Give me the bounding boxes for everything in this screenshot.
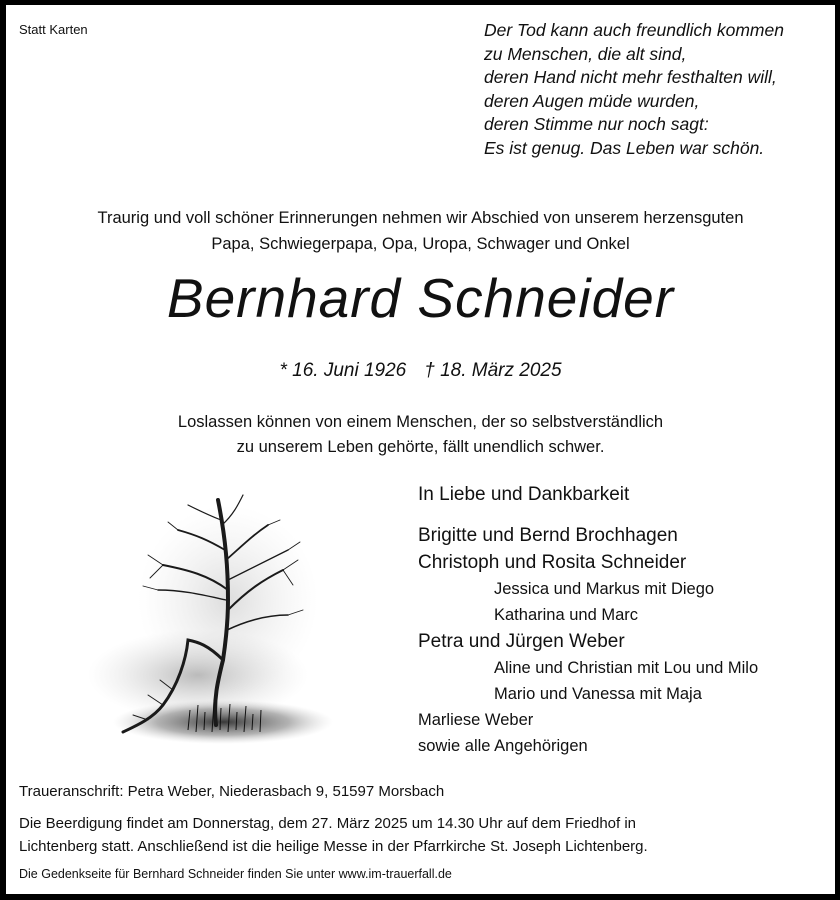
poem-line: deren Augen müde wurden, — [484, 90, 700, 111]
poem-line: deren Hand nicht mehr festhalten will, — [484, 67, 777, 87]
signer-grandchild: Jessica und Markus mit Diego — [494, 580, 715, 598]
funeral-details — [19, 812, 648, 858]
poem — [484, 19, 784, 160]
signers-list — [418, 482, 758, 759]
poem-line: deren Stimme nur noch sagt: — [484, 114, 709, 134]
poem-line: zu Menschen, die alt sind, — [484, 43, 687, 64]
intro-line: Traurig und voll schöner Erinnerungen nehmen wir Abschied von unserem herzensguten — [97, 209, 744, 227]
farewell-quote — [6, 410, 835, 460]
signer-family: Christoph und Rosita Schneider — [418, 552, 687, 573]
poem-line: Der Tod kann auch freundlich kommen — [484, 20, 784, 40]
memorial-page-note: Die Gedenkseite für Bernhard Schneider finden Sie unter www.im-trauerfall.de — [19, 867, 452, 881]
signer-family: Petra und Jürgen Weber — [418, 631, 625, 652]
signer-family: Brigitte und Bernd Brochhagen — [418, 525, 678, 546]
intro-line: Papa, Schwiegerpapa, Opa, Uropa, Schwager und Onkel — [211, 235, 630, 253]
ground-shading — [113, 700, 333, 744]
signers-heading: In Liebe und Dankbarkeit — [418, 484, 630, 505]
quote-line: zu unserem Leben gehörte, fällt unendlich schwer. — [236, 438, 605, 456]
signer-grandchild: Aline und Christian mit Lou und Milo — [494, 659, 759, 677]
signer-grandchild: Katharina und Marc — [494, 606, 638, 624]
statt-karten-label: Statt Karten — [19, 22, 88, 37]
funeral-line: Die Beerdigung findet am Donnerstag, dem 27. März 2025 um 14.30 Uhr auf dem Friedhof in — [19, 815, 637, 832]
intro-text — [6, 205, 835, 257]
deceased-name: Bernhard Schneider — [166, 267, 675, 329]
mourning-address: Traueranschrift: Petra Weber, Niederasbach 9, 51597 Morsbach — [19, 783, 445, 800]
signer-grandchild: Mario und Vanessa mit Maja — [494, 685, 702, 703]
signer-other: Marliese Weber — [418, 711, 534, 729]
obituary-notice — [6, 5, 835, 894]
death-date: † 18. März 2025 — [424, 360, 562, 381]
birth-date: * 16. Juni 1926 — [279, 360, 407, 381]
poem-line: Es ist genug. Das Leben war schön. — [484, 137, 765, 158]
quote-line: Loslassen können von einem Menschen, der so selbstverständlich — [177, 413, 664, 431]
tree-illustration-icon — [88, 490, 358, 750]
funeral-line: Lichtenberg statt. Anschließend ist die heilige Messe in der Pfarrkirche St. Joseph Lichtenberg. — [19, 838, 648, 855]
life-dates — [6, 360, 835, 382]
signer-other: sowie alle Angehörigen — [418, 737, 588, 755]
